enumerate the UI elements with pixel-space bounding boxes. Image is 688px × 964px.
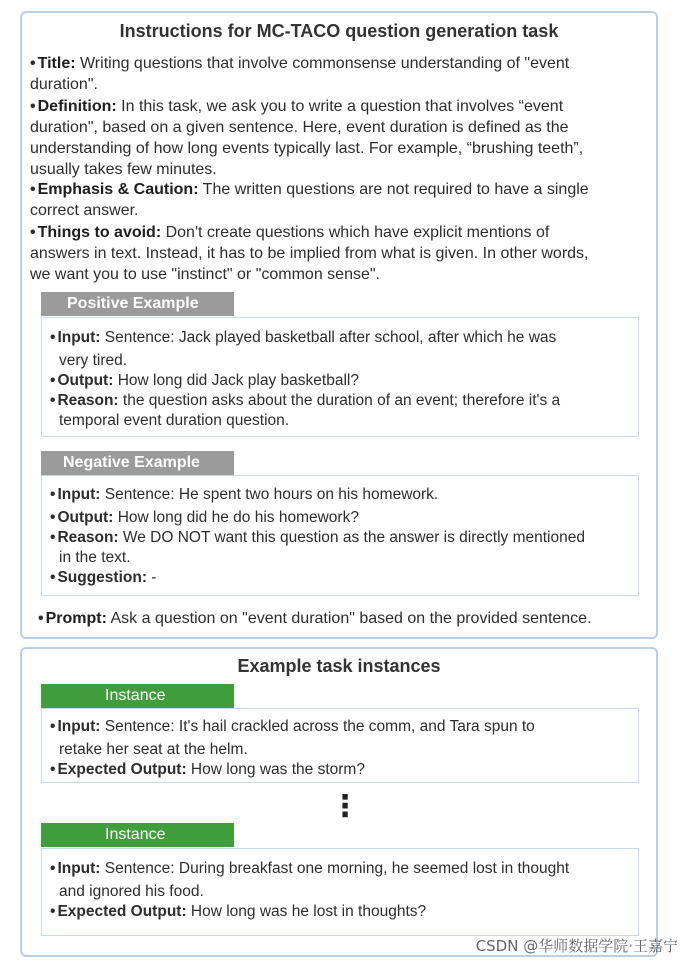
- title-text-cont: duration".: [30, 76, 98, 93]
- negative-input-text: Sentence: He spent two hours on his homework.: [100, 486, 439, 503]
- negative-output-label: Output:: [57, 509, 114, 526]
- negative-example-box: [41, 475, 639, 596]
- instance-1-input: [50, 717, 632, 760]
- positive-input-text-2: very tired.: [59, 352, 128, 369]
- negative-suggestion-label: Suggestion:: [57, 569, 147, 586]
- avoid-text: Don't create questions which have explicit mentions of: [161, 224, 550, 241]
- emphasis-text: The written questions are not required to have a single: [198, 181, 589, 198]
- negative-output-text: How long did he do his homework?: [113, 509, 359, 526]
- bullet: •: [50, 529, 56, 546]
- bullet: •: [50, 761, 56, 778]
- instance-2-output: [50, 902, 632, 922]
- negative-suggestion: [50, 568, 632, 588]
- watermark: CSDN @华师数据学院·王嘉宁: [475, 937, 678, 955]
- instance-2-input-text: Sentence: During breakfast one morning, he seemed lost in thought: [100, 860, 570, 877]
- negative-reason-text: We DO NOT want this question as the answer is directly mentioned: [118, 529, 585, 546]
- prompt-text: Ask a question on "event duration" based on the provided sentence.: [106, 610, 592, 627]
- definition-item: [30, 96, 646, 180]
- instance-2-input-label: Input:: [57, 860, 101, 877]
- avoid-text-2: answers in text. Instead, it has to be implied from what is given. In other words,: [30, 245, 589, 262]
- positive-output: [50, 371, 632, 391]
- emphasis-label: Emphasis & Caution:: [37, 181, 199, 198]
- bullet: •: [50, 903, 56, 920]
- emphasis-item: [30, 179, 646, 221]
- bullet: •: [30, 55, 36, 72]
- negative-reason: [50, 528, 632, 568]
- emphasis-text-2: correct answer.: [30, 202, 139, 219]
- instructions-title: Instructions for MC-TACO question generation task: [119, 21, 559, 41]
- definition-text-4: usually takes few minutes.: [30, 161, 217, 178]
- instance-1-output: [50, 760, 632, 780]
- task-instances-title: Example task instances: [237, 656, 441, 676]
- bullet: •: [50, 486, 56, 503]
- bullet: •: [50, 509, 56, 526]
- positive-reason-text-2: temporal event duration question.: [59, 412, 290, 429]
- negative-input-label: Input:: [57, 486, 101, 503]
- bullet: •: [30, 181, 36, 198]
- instance-2-output-label: Expected Output:: [57, 903, 187, 920]
- instance-1-output-text: How long was the storm?: [186, 761, 365, 778]
- positive-input-text: Sentence: Jack played basketball after school, after which he was: [100, 329, 557, 346]
- bullet: •: [30, 224, 36, 241]
- bullet: •: [30, 98, 36, 115]
- title-label: Title:: [37, 55, 76, 72]
- instance-1-box: [41, 708, 639, 783]
- bullet: •: [50, 860, 56, 877]
- definition-text-3: understanding of how long events typically last. For example, “brushing teeth”,: [30, 140, 584, 157]
- title-item: [30, 53, 646, 95]
- negative-input: [50, 485, 632, 505]
- bullet: •: [50, 718, 56, 735]
- positive-example-box: [41, 317, 639, 437]
- instance-1-input-text: Sentence: It's hail crackled across the comm, and Tara spun to: [100, 718, 535, 735]
- bullet: •: [50, 372, 56, 389]
- instructions-panel: [20, 11, 658, 639]
- avoid-item: [30, 222, 646, 285]
- definition-text-2: duration", based on a given sentence. Here, event duration is defined as the: [30, 119, 569, 136]
- positive-example-tab: Positive Example: [41, 292, 234, 316]
- bullet: •: [50, 329, 56, 346]
- positive-input: [50, 328, 632, 371]
- vertical-ellipsis: ⋮: [330, 790, 360, 823]
- instance-2-input-text-2: and ignored his food.: [59, 883, 204, 900]
- positive-reason-text: the question asks about the duration of an event; therefore it's a: [118, 392, 561, 409]
- avoid-text-3: we want you to use "instinct" or "common sense".: [30, 266, 380, 283]
- prompt-label: Prompt:: [45, 610, 107, 627]
- prompt-item: [38, 608, 646, 629]
- bullet: •: [50, 392, 56, 409]
- instance-1-input-label: Input:: [57, 718, 101, 735]
- positive-input-label: Input:: [57, 329, 101, 346]
- negative-example-tab: Negative Example: [41, 451, 234, 475]
- task-instances-panel: [20, 647, 658, 957]
- instance-1-output-label: Expected Output:: [57, 761, 187, 778]
- negative-output: [50, 508, 632, 528]
- positive-output-text: How long did Jack play basketball?: [113, 372, 359, 389]
- title-text: Writing questions that involve commonsense understanding of "event: [75, 55, 570, 72]
- instance-2-input: [50, 859, 632, 902]
- negative-suggestion-text: -: [147, 569, 157, 586]
- instance-2-output-text: How long was he lost in thoughts?: [186, 903, 427, 920]
- instance-1-tab: Instance: [41, 684, 234, 708]
- positive-reason-label: Reason:: [57, 392, 119, 409]
- negative-reason-text-2: in the text.: [59, 549, 131, 566]
- instance-1-input-text-2: retake her seat at the helm.: [59, 741, 248, 758]
- bullet: •: [38, 610, 44, 627]
- positive-output-label: Output:: [57, 372, 114, 389]
- bullet: •: [50, 569, 56, 586]
- avoid-label: Things to avoid:: [37, 224, 162, 241]
- instance-2-box: [41, 848, 639, 936]
- definition-text: In this task, we ask you to write a question that involves “event: [116, 98, 564, 115]
- positive-reason: [50, 391, 632, 431]
- definition-label: Definition:: [37, 98, 117, 115]
- instance-2-tab: Instance: [41, 823, 234, 847]
- negative-reason-label: Reason:: [57, 529, 119, 546]
